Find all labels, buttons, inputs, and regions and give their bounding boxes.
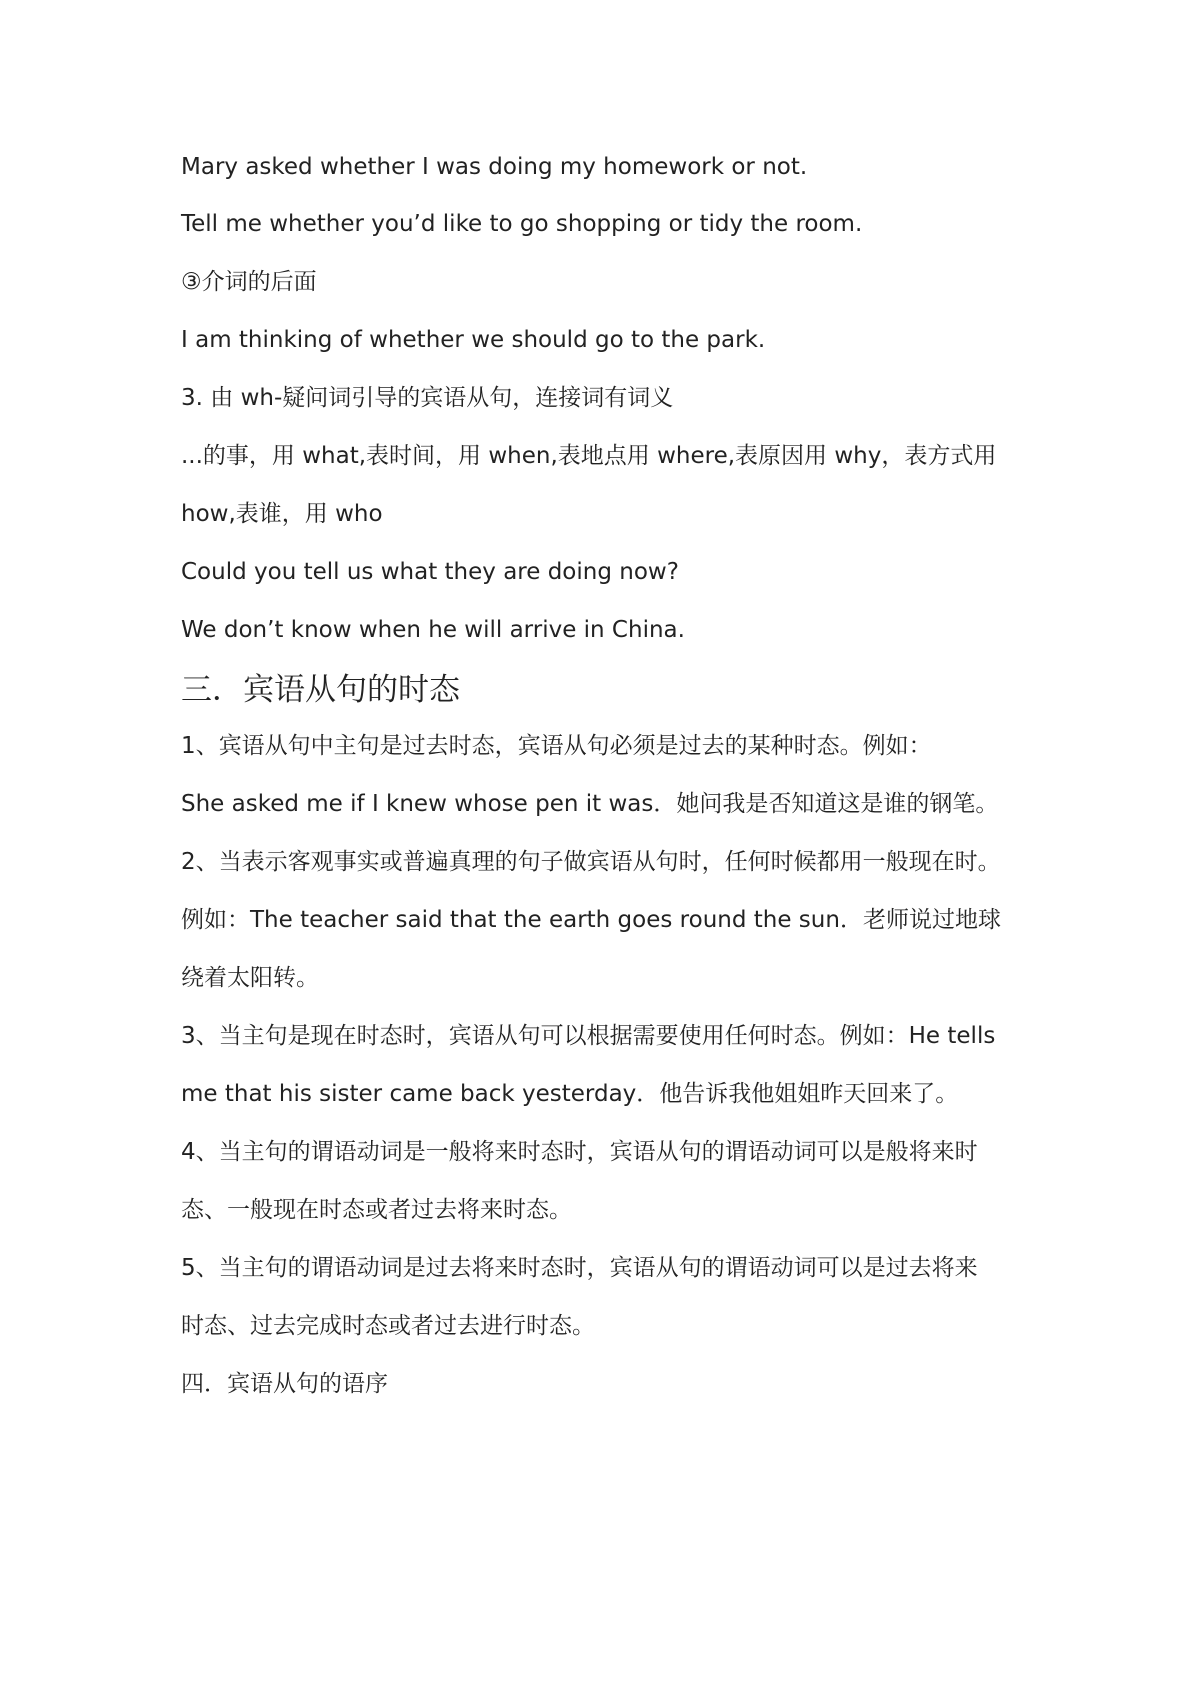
text-line: 1、宾语从句中主句是过去时态，宾语从句必须是过去的某种时态。例如： [181,733,932,759]
text-line: Could you tell us what they are doing now? [181,559,679,585]
text-line: 5、当主句的谓语动词是过去将来时态时，宾语从句的谓语动词可以是过去将来 [181,1255,978,1281]
text-line: how,表谁，用 who [181,501,383,527]
text-line: 时态、过去完成时态或者过去进行时态。 [181,1313,595,1339]
text-line: 态、一般现在时态或者过去将来时态。 [181,1197,572,1223]
text-line: Tell me whether you’d like to go shopping or tidy the room. [181,211,863,237]
text-line: Mary asked whether I was doing my homework or not. [181,154,808,180]
text-line: 4、当主句的谓语动词是一般将来时态时，宾语从句的谓语动词可以是般将来时 [181,1139,978,1165]
text-line: ...的事，用 what,表时间，用 when,表地点用 where,表原因用 why，表方式用 [181,443,997,469]
text-line: We don’t know when he will arrive in China. [181,617,685,643]
text-line: 2、当表示客观事实或普遍真理的句子做宾语从句时，任何时候都用一般现在时。 [181,849,1001,875]
text-line: ③介词的后面 [181,269,317,295]
text-line: 3、当主句是现在时态时，宾语从句可以根据需要使用任何时态。例如：He tells [181,1023,996,1049]
text-line: 绕着太阳转。 [181,965,319,991]
text-line: 例如：The teacher said that the earth goes round the sun．老师说过地球 [181,907,1001,933]
text-line: me that his sister came back yesterday．他告诉我他姐姐昨天回来了。 [181,1081,959,1107]
text-line: I am thinking of whether we should go to the park. [181,327,766,353]
section-heading-tense: 三．宾语从句的时态 [181,672,460,708]
text-line: 3. 由 wh-疑问词引导的宾语从句，连接词有词义 [181,385,674,411]
section-heading-word-order: 四．宾语从句的语序 [181,1371,388,1397]
text-line: She asked me if I knew whose pen it was．她问我是否知道这是谁的钢笔。 [181,791,999,817]
